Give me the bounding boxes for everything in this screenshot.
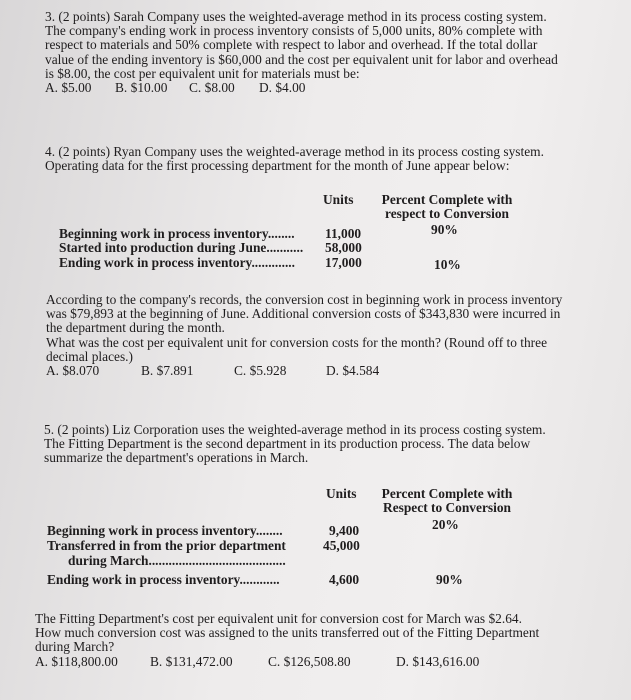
- q4-percent-header-line: Percent Complete with: [381, 192, 513, 207]
- q5-percent-header-line: Respect to Conversion: [383, 500, 511, 516]
- q5-intro-line: 5. (2 points) Liz Corporation uses the weighted-average method in its process costing system.: [44, 422, 546, 437]
- q3-line: 3. (2 points) Sarah Company uses the weighted-average method in its process costing system.: [45, 9, 547, 24]
- q5-percent-header: [377, 487, 517, 515]
- q4-percent-header: [380, 193, 514, 221]
- q3-line: is $8.00, the cost per equivalent unit for materials must be:: [45, 65, 360, 81]
- q4-body-line: the department during the month.: [46, 320, 225, 336]
- q4-row-units: 58,000: [325, 240, 362, 255]
- question-4-body: [46, 293, 606, 378]
- q5-row-percent: 90%: [436, 572, 463, 587]
- question-5-body: [35, 612, 615, 669]
- q4-intro-line: 4. (2 points) Ryan Company uses the weighted-average method in its process costing system.: [45, 144, 544, 159]
- q3-choice-a: A. $5.00: [45, 80, 92, 96]
- q4-row-units: 17,000: [325, 255, 362, 270]
- q4-choice-c: C. $5.928: [234, 363, 287, 379]
- q4-row-label: Started into production during June...........: [59, 240, 304, 255]
- q4-row-label: Beginning work in process inventory........: [59, 226, 295, 241]
- q5-row-label: Ending work in process inventory............: [47, 572, 280, 587]
- q5-row-label: Transferred in from the prior department: [47, 538, 286, 553]
- q4-units-header: Units: [323, 192, 354, 207]
- q5-choice-a: A. $118,800.00: [35, 653, 118, 669]
- q3-choice-d: D. $4.00: [259, 80, 306, 96]
- q4-body-line: decimal places.): [46, 348, 133, 364]
- q3-choice-c: C. $8.00: [189, 80, 235, 96]
- question-5-intro: [44, 423, 604, 466]
- q4-body-line: was $79,893 at the beginning of June. Additional conversion costs of $343,830 were incurred in: [46, 306, 561, 322]
- q5-row-units: 45,000: [323, 538, 360, 553]
- q5-units-header: Units: [326, 486, 357, 501]
- q4-choice-d: D. $4.584: [326, 363, 380, 379]
- q5-intro-line: The Fitting Department is the second department in its production process. The data below: [44, 436, 531, 452]
- q3-line: respect to materials and 50% complete with respect to labor and overhead. If the total dollar: [45, 37, 538, 53]
- q4-choice-b: B. $7.891: [141, 363, 194, 379]
- q5-intro-line: summarize the department's operations in March.: [44, 450, 309, 466]
- q5-body-line: How much conversion cost was assigned to the units transferred out of the Fitting Department: [35, 625, 540, 641]
- q5-choice-b: B. $131,472.00: [150, 653, 233, 669]
- q3-line: The company's ending work in process inventory consists of 5,000 units, 80% complete with: [45, 23, 543, 39]
- q5-row-label: during March.........................................: [68, 553, 286, 568]
- q3-line: value of the ending inventory is $60,000 and the cost per equivalent unit for labor and overhead: [45, 51, 558, 67]
- q5-percent-header-line: Percent Complete with: [381, 486, 513, 501]
- q4-body-line: What was the cost per equivalent unit for conversion costs for the month? (Round off to three: [46, 334, 548, 350]
- q5-row-units: 9,400: [329, 523, 360, 538]
- q3-choice-b: B. $10.00: [115, 80, 168, 96]
- q4-row-units: 11,000: [325, 226, 362, 241]
- q4-choice-a: A. $8.070: [46, 363, 100, 379]
- q4-row-percent: 10%: [434, 257, 461, 272]
- q5-choices: [35, 655, 615, 669]
- q4-row-label: Ending work in process inventory.............: [59, 255, 295, 270]
- question-4-intro: [45, 145, 605, 173]
- q5-choice-c: C. $126,508.80: [268, 653, 351, 669]
- q4-row-percent: 90%: [431, 222, 458, 237]
- q5-row-units: 4,600: [329, 572, 360, 587]
- q4-percent-header-line: respect to Conversion: [385, 206, 509, 222]
- q3-choices: [45, 81, 605, 95]
- q5-choice-d: D. $143,616.00: [396, 653, 480, 669]
- q4-body-line: According to the company's records, the conversion cost in beginning work in process inventory: [46, 292, 563, 307]
- q5-body-line: during March?: [35, 639, 115, 655]
- q4-choices: [46, 364, 606, 378]
- q5-row-label: Beginning work in process inventory........: [47, 523, 283, 538]
- question-3: [45, 10, 605, 95]
- q4-intro-line: Operating data for the first processing department for the month of June appear below:: [45, 158, 510, 174]
- q5-row-percent: 20%: [432, 517, 459, 532]
- q5-body-line: The Fitting Department's cost per equivalent unit for conversion cost for March was $2.64.: [35, 611, 522, 626]
